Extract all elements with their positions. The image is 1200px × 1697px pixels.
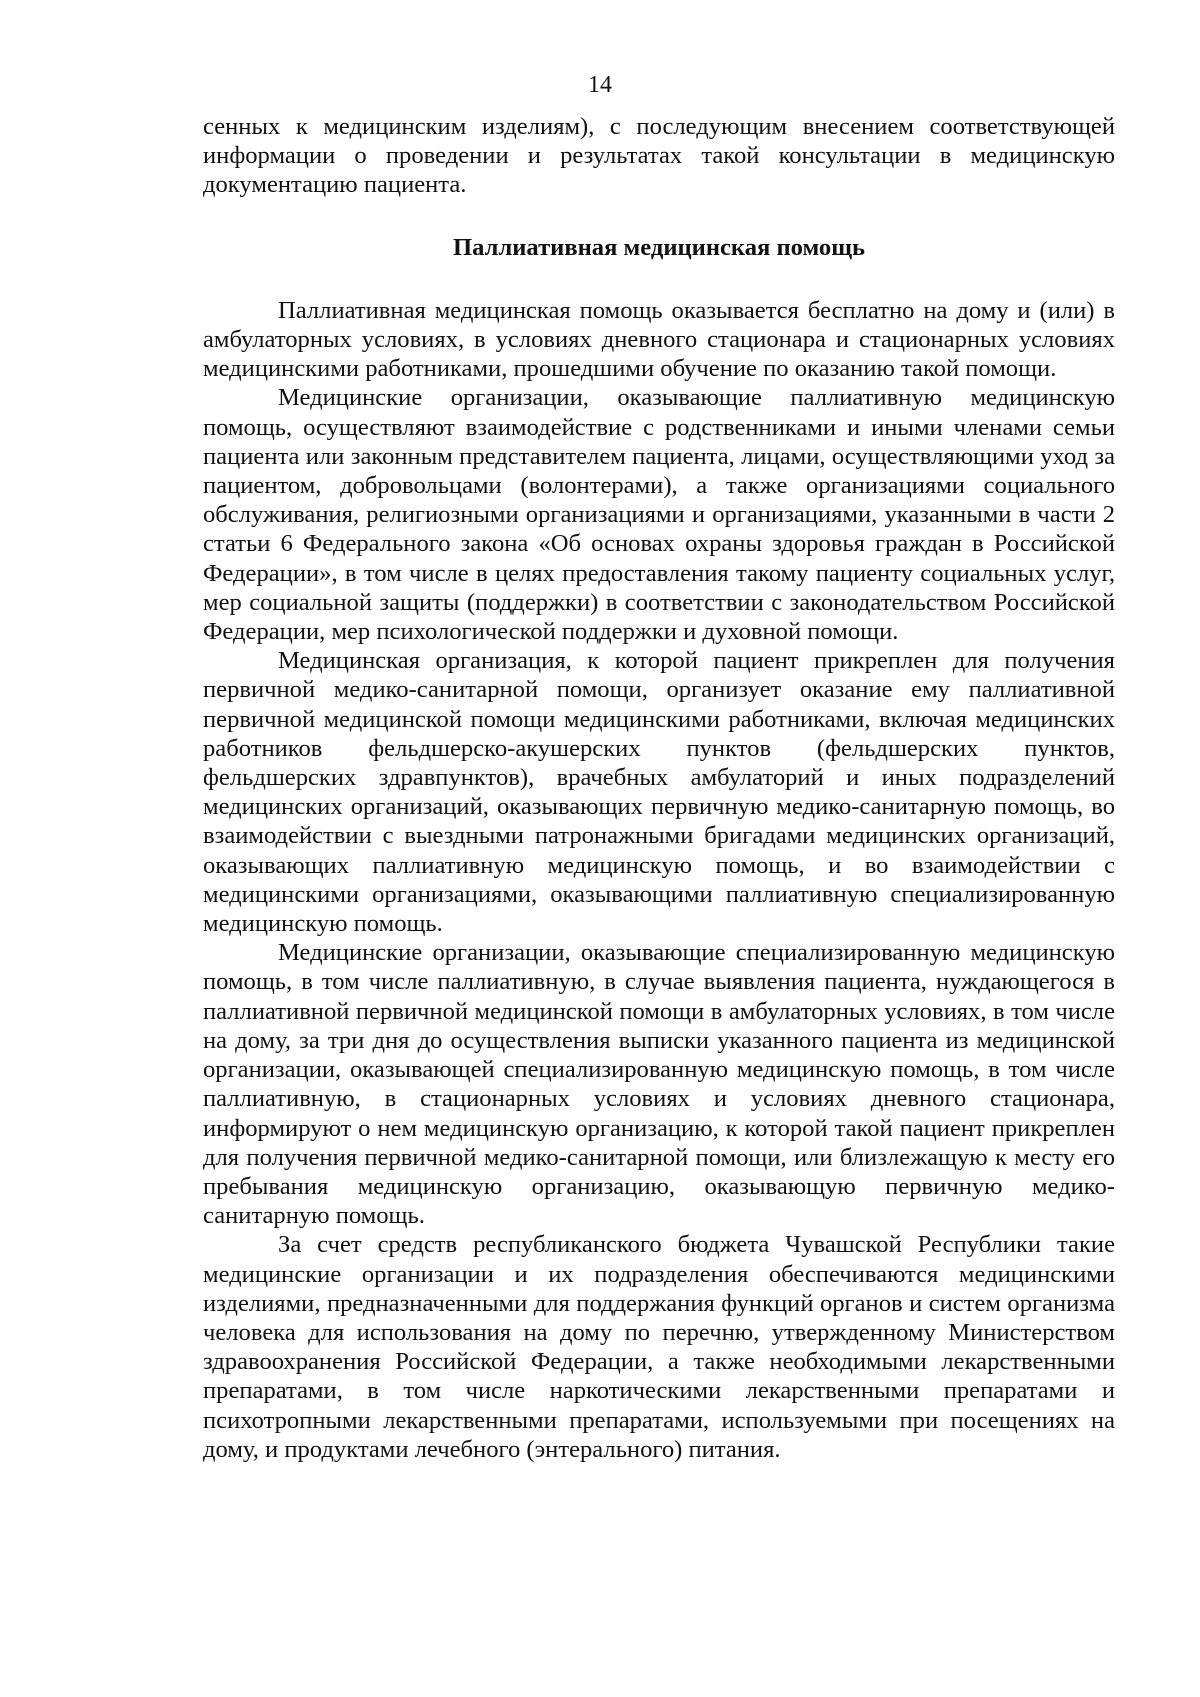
- page-number: 14: [588, 72, 612, 98]
- paragraph-3: Медицинская организация, к которой пациент прикреплен для получения первичной медико-санитарной помощи, организует оказание ему паллиативной первичной медицинской помощи медицинскими работниками, включая медицинских работников фельдшерско-акушерских пунктов (фельдшерских пунктов, фельдшерских здравпунктов), врачебных амбулаторий и иных подразделений медицинских организаций, оказывающих первичную медико-санитарную помощь, во взаимодействии с выездными патронажными бригадами медицинских организаций, оказывающих паллиативную медицинскую помощь, и во взаимодействии с медицинскими организациями, оказывающими паллиативную специализированную медицинскую помощь.: [203, 647, 1115, 938]
- paragraph-1: Паллиативная медицинская помощь оказывается бесплатно на дому и (или) в амбулаторных условиях, в условиях дневного стационара и стационарных условиях медицинскими работниками, прошедшими обучение по оказанию такой помощи.: [203, 296, 1115, 383]
- document-body: [203, 112, 1115, 1464]
- section-heading: Паллиативная медицинская помощь: [453, 233, 865, 261]
- paragraph-2: Медицинские организации, оказывающие паллиативную медицинскую помощь, осуществляют взаимодействие с родственниками и иными членами семьи пациента или законным представителем пациента, лицами, осуществляющими уход за пациентом, добровольцами (волонтерами), а также организациями социального обслуживания, религиозными организациями и организациями, указанными в части 2 статьи 6 Федерального закона «Об основах охраны здоровья граждан в Российской Федерации», в том числе в целях предоставления такому пациенту социальных услуг, мер социальной защиты (поддержки) в соответствии с законодательством Российской Федерации, мер психологической поддержки и духовной помощи.: [203, 384, 1115, 646]
- continuation-paragraph: сенных к медицинским изделиям), с последующим внесением соответствующей информации о проведении и результатах такой консультации в медицинскую документацию пациента.: [203, 113, 1115, 199]
- paragraph-5: За счет средств республиканского бюджета Чувашской Республики такие медицинские организации и их подразделения обеспечиваются медицинскими изделиями, предназначенными для поддержания функций органов и систем организма человека для использования на дому по перечню, утвержденному Министерством здравоохранения Российской Федерации, а также необходимыми лекарственными препаратами, в том числе наркотическими лекарственными препаратами и психотропными лекарственными препаратами, используемыми при посещениях на дому, и продуктами лечебного (энтерального) питания.: [203, 1231, 1115, 1463]
- paragraph-4: Медицинские организации, оказывающие специализированную медицинскую помощь, в том числе паллиативную, в случае выявления пациента, нуждающегося в паллиативной первичной медицинской помощи в амбулаторных условиях, в том числе на дому, за три дня до осуществления выписки указанного пациента из медицинской организации, оказывающей специализированную медицинскую помощь, в том числе паллиативную, в стационарных условиях и условиях дневного стационара, информируют о нем медицинскую организацию, к которой такой пациент прикреплен для получения первичной медико-санитарной помощи, или близлежащую к месту его пребывания медицинскую организацию, оказывающую первичную медико-санитарную помощь.: [203, 939, 1115, 1230]
